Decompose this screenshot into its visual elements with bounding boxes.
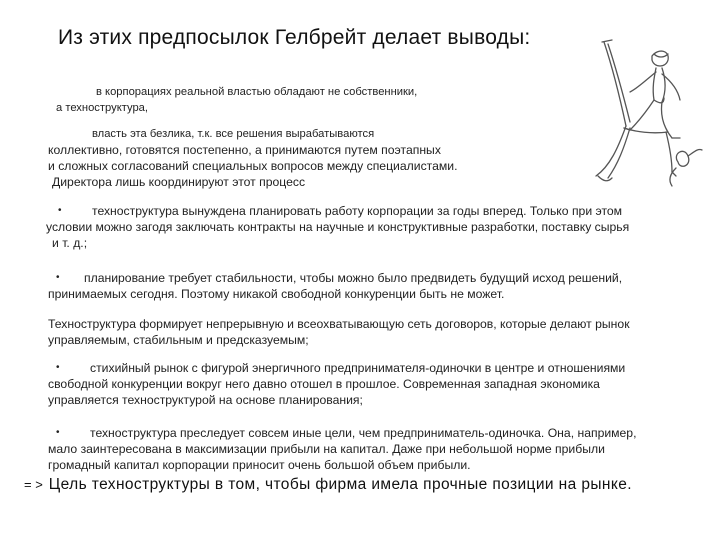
text-block-5 bbox=[48, 316, 630, 348]
text-line: коллективно, готовятся постепенно, а принимаются путем поэтапных bbox=[48, 143, 441, 157]
bullet-block-4 bbox=[48, 270, 622, 302]
slide-title: Из этих предпосылок Гелбрейт делает выводы: bbox=[58, 26, 531, 49]
text-line: управляется техноструктурой на основе планирования; bbox=[48, 393, 363, 407]
text-line: стихийный рынок с фигурой энергичного предпринимателя-одиночки в центре и отношениями bbox=[90, 361, 626, 375]
text-line: а техноструктура, bbox=[56, 102, 148, 114]
bullet-block-3 bbox=[46, 203, 630, 251]
text-line: техноструктура преследует совсем иные цели, чем предприниматель-одиночка. Она, например, bbox=[90, 426, 637, 440]
bullet-block-6 bbox=[48, 360, 625, 408]
text-line: в корпорациях реальной властью обладают не собственники, bbox=[96, 86, 418, 98]
text-line: Директора лишь координируют этот процесс bbox=[52, 175, 306, 189]
text-line: принимаемых сегодня. Поэтому никакой свободной конкуренции быть не может. bbox=[48, 287, 505, 301]
text-line: планирование требует стабильности, чтобы можно было предвидеть будущий исход решений, bbox=[84, 271, 623, 285]
conclusion-text: Цель техноструктуры в том, чтобы фирма имела прочные позиции на рынке. bbox=[48, 476, 632, 493]
bullet-icon: • bbox=[56, 362, 60, 373]
text-line: Техноструктура формирует непрерывную и всеохватывающую сеть договоров, которые делают рынок bbox=[48, 317, 630, 331]
arrow-icon: = > bbox=[24, 477, 43, 492]
bullet-icon: • bbox=[56, 272, 60, 283]
text-line: громадный капитал корпорации приносит очень большой объем прибыли. bbox=[48, 458, 471, 472]
text-line: условии можно загодя заключать контракты на научные и конструктивные разработки, поставку сырья bbox=[46, 220, 630, 234]
sketch-figure-on-chair-icon bbox=[568, 36, 708, 196]
bullet-icon: • bbox=[56, 427, 60, 438]
text-line: техноструктура вынуждена планировать работу корпорации за годы вперед. Только при этом bbox=[92, 204, 623, 218]
bullet-icon: • bbox=[58, 205, 62, 216]
conclusion bbox=[24, 476, 632, 494]
text-line: и т. д.; bbox=[52, 236, 88, 250]
text-line: власть эта безлика, т.к. все решения вырабатываются bbox=[92, 128, 375, 140]
text-line: свободной конкуренции вокруг него давно отошел в прошлое. Современная западная экономика bbox=[48, 377, 600, 391]
text-block-1 bbox=[56, 84, 417, 116]
text-line: управляемым, стабильным и предсказуемым; bbox=[48, 333, 309, 347]
bullet-block-7 bbox=[48, 425, 636, 473]
text-line: и сложных согласований специальных вопросов между специалистами. bbox=[48, 159, 458, 173]
text-line: мало заинтересована в максимизации прибыли на капитал. Даже при небольшой норме прибыли bbox=[48, 442, 605, 456]
text-block-2 bbox=[48, 126, 457, 190]
